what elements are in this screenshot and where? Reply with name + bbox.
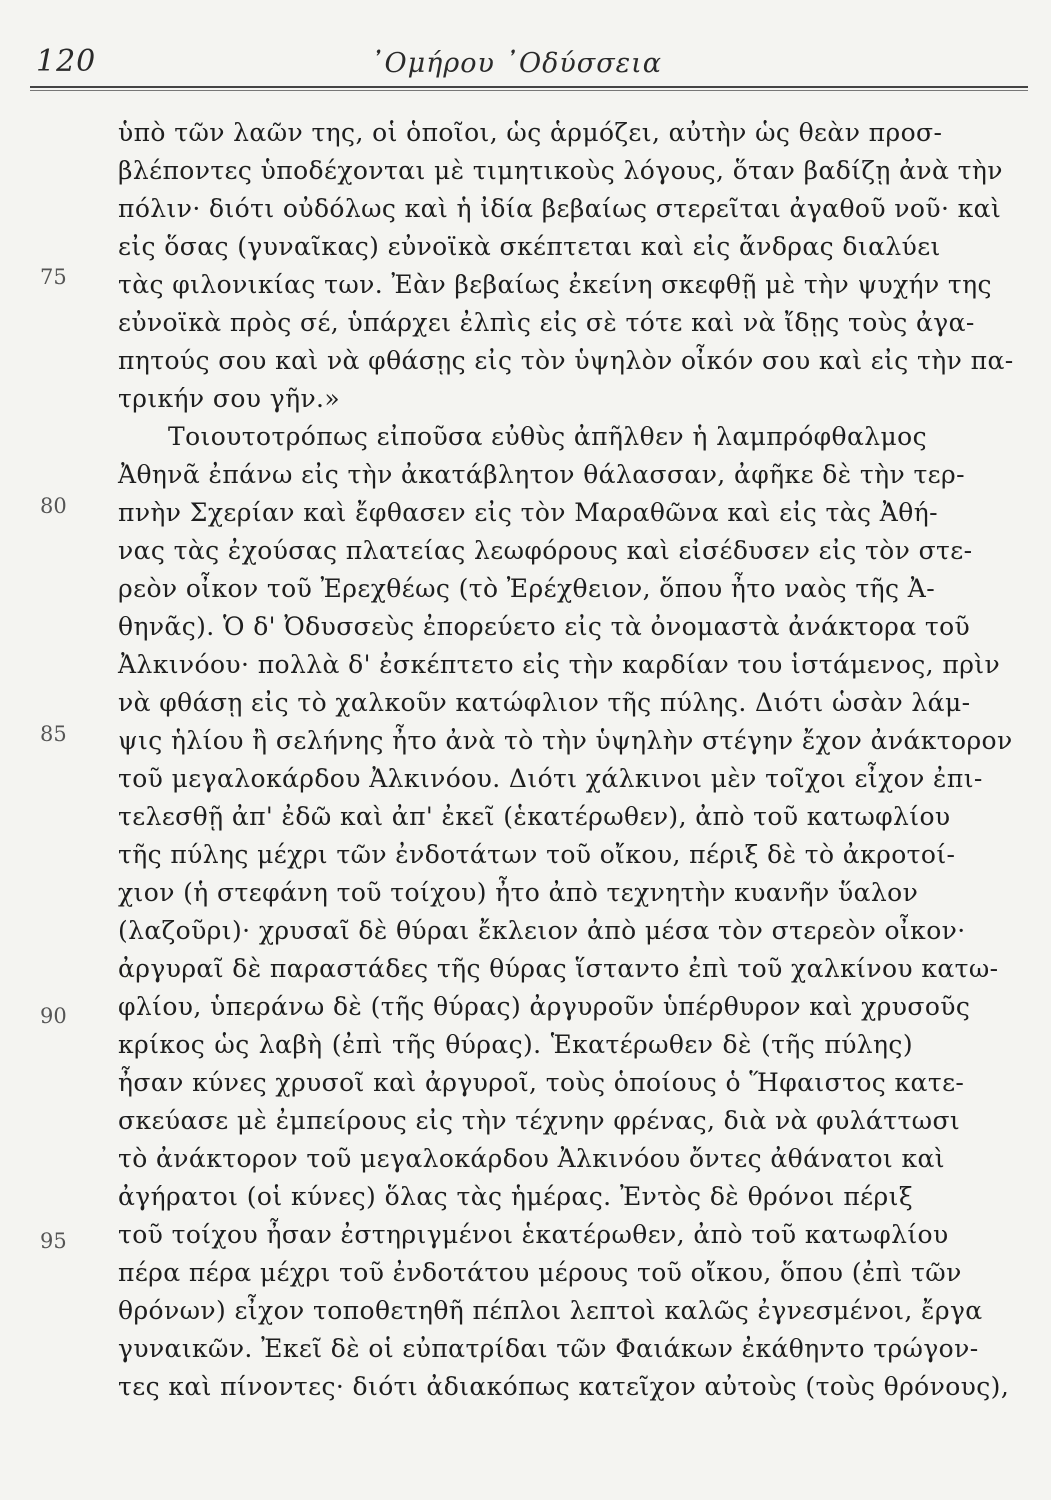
text-line: νὰ φθάσῃ εἰς τὸ χαλκοῦν κατώφλιον τῆς πύλης. Διότι ὡσὰν λάμ-	[118, 688, 971, 717]
line-number: 90	[40, 1004, 67, 1028]
text-line: εὐνοϊκὰ πρὸς σέ, ὑπάρχει ἐλπὶς εἰς σὲ τότε καὶ νὰ ἴδῃς τοὺς ἀγα-	[118, 308, 975, 337]
text-line: πέρα πέρα μέχρι τοῦ ἐνδοτάτου μέρους τοῦ οἴκου, ὅπου (ἐπὶ τῶν	[118, 1258, 962, 1287]
line-number: 80	[40, 494, 67, 518]
text-line: ψις ἡλίου ἢ σελήνης ἦτο ἀνὰ τὸ τὴν ὑψηλὴν στέγην ἔχον ἀνάκτορον	[118, 726, 1013, 755]
text-line: πητούς σου καὶ νὰ φθάσῃς εἰς τὸν ὑψηλὸν οἶκόν σου καὶ εἰς τὴν πα-	[118, 346, 1014, 375]
text-line: Τοιουτοτρόπως εἰποῦσα εὐθὺς ἀπῆλθεν ἡ λαμπρόφθαλμος	[168, 422, 928, 451]
text-line: Ἀθηνᾶ ἐπάνω εἰς τὴν ἀκατάβλητον θάλασσαν, ἀφῆκε δὲ τὴν τερ-	[118, 460, 965, 489]
text-line: θρόνων) εἶχον τοποθετηθῆ πέπλοι λεπτοὶ καλῶς ἐγνεσμένοι, ἔργα	[118, 1296, 983, 1325]
text-line: ἀργυραῖ δὲ παραστάδες τῆς θύρας ἵσταντο ἐπὶ τοῦ χαλκίνου κατω-	[118, 954, 999, 983]
text-line: τὰς φιλονικίας των. Ἐὰν βεβαίως ἐκείνη σκεφθῇ μὲ τὴν ψυχήν της	[118, 270, 992, 299]
text-line: ὑπὸ τῶν λαῶν της, οἱ ὁποῖοι, ὡς ἁρμόζει, αὐτὴν ὡς θεὰν προσ-	[118, 118, 943, 147]
text-line: τελεσθῇ ἀπ' ἐδῶ καὶ ἀπ' ἐκεῖ (ἑκατέρωθεν), ἀπὸ τοῦ κατωφλίου	[118, 802, 951, 831]
text-line: τοῦ μεγαλοκάρδου Ἀλκινόου. Διότι χάλκινοι μὲν τοῖχοι εἶχον ἐπι-	[118, 764, 983, 793]
page-header	[30, 44, 1030, 88]
header-rule-thin	[30, 90, 1028, 91]
line-number: 85	[40, 722, 67, 746]
text-line: τες καὶ πίνοντες· διότι ἀδιακόπως κατεῖχον αὐτοὺς (τοὺς θρόνους),	[118, 1372, 1010, 1401]
text-line: εἰς ὅσας (γυναῖκας) εὐνοϊκὰ σκέπτεται καὶ εἰς ἄνδρας διαλύει	[118, 232, 941, 261]
page-number: 120	[36, 44, 97, 79]
text-line: πνὴν Σχερίαν καὶ ἔφθασεν εἰς τὸν Μαραθῶνα καὶ εἰς τὰς Ἀθή-	[118, 498, 938, 527]
line-number: 95	[40, 1229, 67, 1253]
text-line: τῆς πύλης μέχρι τῶν ἐνδοτάτων τοῦ οἴκου, πέριξ δὲ τὸ ἀκροτοί-	[118, 840, 956, 869]
line-number: 75	[40, 265, 67, 289]
text-line: χιον (ἡ στεφάνη τοῦ τοίχου) ἦτο ἀπὸ τεχνητὴν κυανῆν ὕαλον	[118, 878, 919, 907]
text-line: κρίκος ὡς λαβὴ (ἐπὶ τῆς θύρας). Ἑκατέρωθεν δὲ (τῆς πύλης)	[118, 1030, 913, 1059]
text-line: τὸ ἀνάκτορον τοῦ μεγαλοκάρδου Ἀλκινόου ὄντες ἀθάνατοι καὶ	[118, 1144, 945, 1173]
header-rule	[30, 86, 1028, 88]
text-line: γυναικῶν. Ἐκεῖ δὲ οἱ εὐπατρίδαι τῶν Φαιάκων ἐκάθηντο τρώγον-	[118, 1334, 979, 1363]
text-line: βλέποντες ὑποδέχονται μὲ τιμητικοὺς λόγους, ὅταν βαδίζῃ ἀνὰ τὴν	[118, 156, 1003, 185]
text-line: νας τὰς ἐχούσας πλατείας λεωφόρους καὶ εἰσέδυσεν εἰς τὸν στε-	[118, 536, 973, 565]
text-line: τρικήν σου γῆν.»	[118, 384, 341, 413]
text-line: πόλιν· διότι οὐδόλως καὶ ἡ ἰδία βεβαίως στερεῖται ἀγαθοῦ νοῦ· καὶ	[118, 194, 1002, 223]
text-line: (λαζοῦρι)· χρυσαῖ δὲ θύραι ἔκλειον ἀπὸ μέσα τὸν στερεὸν οἶκον·	[118, 916, 966, 945]
text-line: ρεὸν οἶκον τοῦ Ἐρεχθέως (τὸ Ἐρέχθειον, ὅπου ἦτο ναὸς τῆς Ἀ-	[118, 574, 936, 603]
text-line: Ἀλκινόου· πολλὰ δ' ἐσκέπτετο εἰς τὴν καρδίαν του ἱστάμενος, πρὶν	[118, 650, 1001, 679]
text-line: ἦσαν κύνες χρυσοῖ καὶ ἀργυροῖ, τοὺς ὁποίους ὁ Ἥφαιστος κατε-	[118, 1068, 965, 1097]
text-line: φλίου, ὑπεράνω δὲ (τῆς θύρας) ἀργυροῦν ὑπέρθυρον καὶ χρυσοῦς	[118, 992, 971, 1021]
text-line: τοῦ τοίχου ἦσαν ἐστηριγμένοι ἑκατέρωθεν, ἀπὸ τοῦ κατωφλίου	[118, 1220, 949, 1249]
running-title: ᾿Ομήρου ᾿Οδύσσεια	[370, 48, 662, 79]
text-line: θηνᾶς). Ὁ δ' Ὀδυσσεὺς ἐπορεύετο εἰς τὰ ὀνομαστὰ ἀνάκτορα τοῦ	[118, 612, 971, 641]
text-line: ἀγήρατοι (οἱ κύνες) ὅλας τὰς ἡμέρας. Ἐντὸς δὲ θρόνοι πέριξ	[118, 1182, 913, 1211]
text-line: σκεύασε μὲ ἐμπείρους εἰς τὴν τέχνην φρένας, διὰ νὰ φυλάττωσι	[118, 1106, 961, 1135]
